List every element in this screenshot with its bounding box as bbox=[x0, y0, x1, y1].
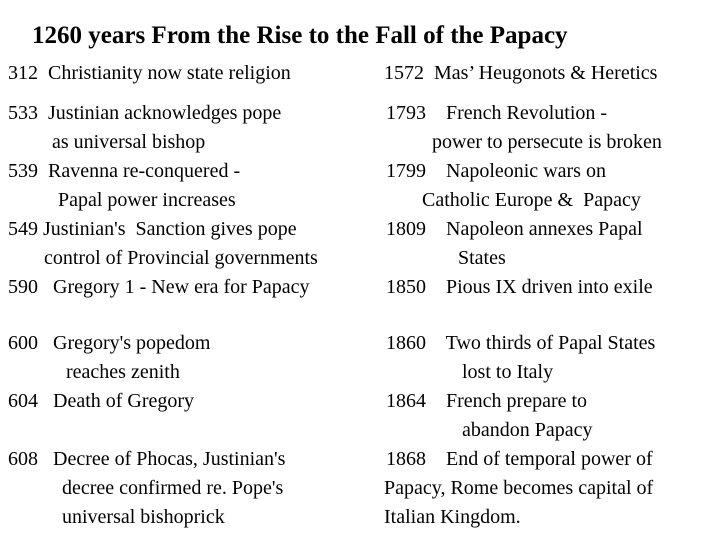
timeline-entry-1868: 1868 End of temporal power of bbox=[386, 448, 653, 470]
timeline-entry-608: 608 Decree of Phocas, Justinian's bbox=[8, 448, 286, 470]
timeline-entry-1793: 1793 French Revolution - bbox=[386, 102, 608, 124]
timeline-entry-1809-cont: States bbox=[458, 247, 506, 269]
timeline-entry-1860: 1860 Two thirds of Papal States bbox=[386, 332, 656, 354]
timeline-entry-533-cont: as universal bishop bbox=[42, 131, 206, 153]
timeline-entry-1572: 1572 Mas’ Heugonots & Heretics bbox=[384, 62, 658, 84]
timeline-entry-1864: 1864 French prepare to bbox=[386, 390, 588, 412]
page-title: 1260 years From the Rise to the Fall of the Papacy bbox=[32, 22, 568, 49]
timeline-entry-1799: 1799 Napoleonic wars on bbox=[386, 160, 606, 182]
timeline-entry-539: 539 Ravenna re-conquered - bbox=[8, 160, 241, 182]
timeline-entry-1809: 1809 Napoleon annexes Papal bbox=[386, 218, 643, 240]
timeline-entry-604: 604 Death of Gregory bbox=[8, 390, 195, 412]
timeline-entry-1868-cont-2: Italian Kingdom. bbox=[384, 506, 521, 528]
timeline-entry-1799-cont: Catholic Europe & Papacy bbox=[422, 189, 641, 211]
timeline-entry-533: 533 Justinian acknowledges pope bbox=[8, 102, 282, 124]
timeline-entry-590: 590 Gregory 1 - New era for Papacy bbox=[8, 276, 310, 298]
timeline-entry-539-cont: Papal power increases bbox=[48, 189, 236, 211]
timeline-entry-608-cont-1: decree confirmed re. Pope's bbox=[62, 477, 284, 499]
timeline-entry-600: 600 Gregory's popedom bbox=[8, 332, 211, 354]
timeline-entry-600-cont: reaches zenith bbox=[66, 361, 180, 383]
timeline-entry-1850: 1850 Pious IX driven into exile bbox=[386, 276, 653, 298]
timeline-entry-1864-cont: abandon Papacy bbox=[462, 419, 593, 441]
timeline-entry-549-cont: control of Provincial governments bbox=[44, 247, 318, 269]
timeline-entry-312: 312 Christianity now state religion bbox=[8, 62, 291, 84]
timeline-entry-1793-cont: power to persecute is broken bbox=[432, 131, 662, 153]
timeline-entry-608-cont-2: universal bishoprick bbox=[62, 506, 225, 528]
timeline-entry-1860-cont: lost to Italy bbox=[462, 361, 554, 383]
timeline-entry-549: 549 Justinian's Sanction gives pope bbox=[8, 218, 297, 240]
timeline-entry-1868-cont-1: Papacy, Rome becomes capital of bbox=[384, 477, 654, 499]
